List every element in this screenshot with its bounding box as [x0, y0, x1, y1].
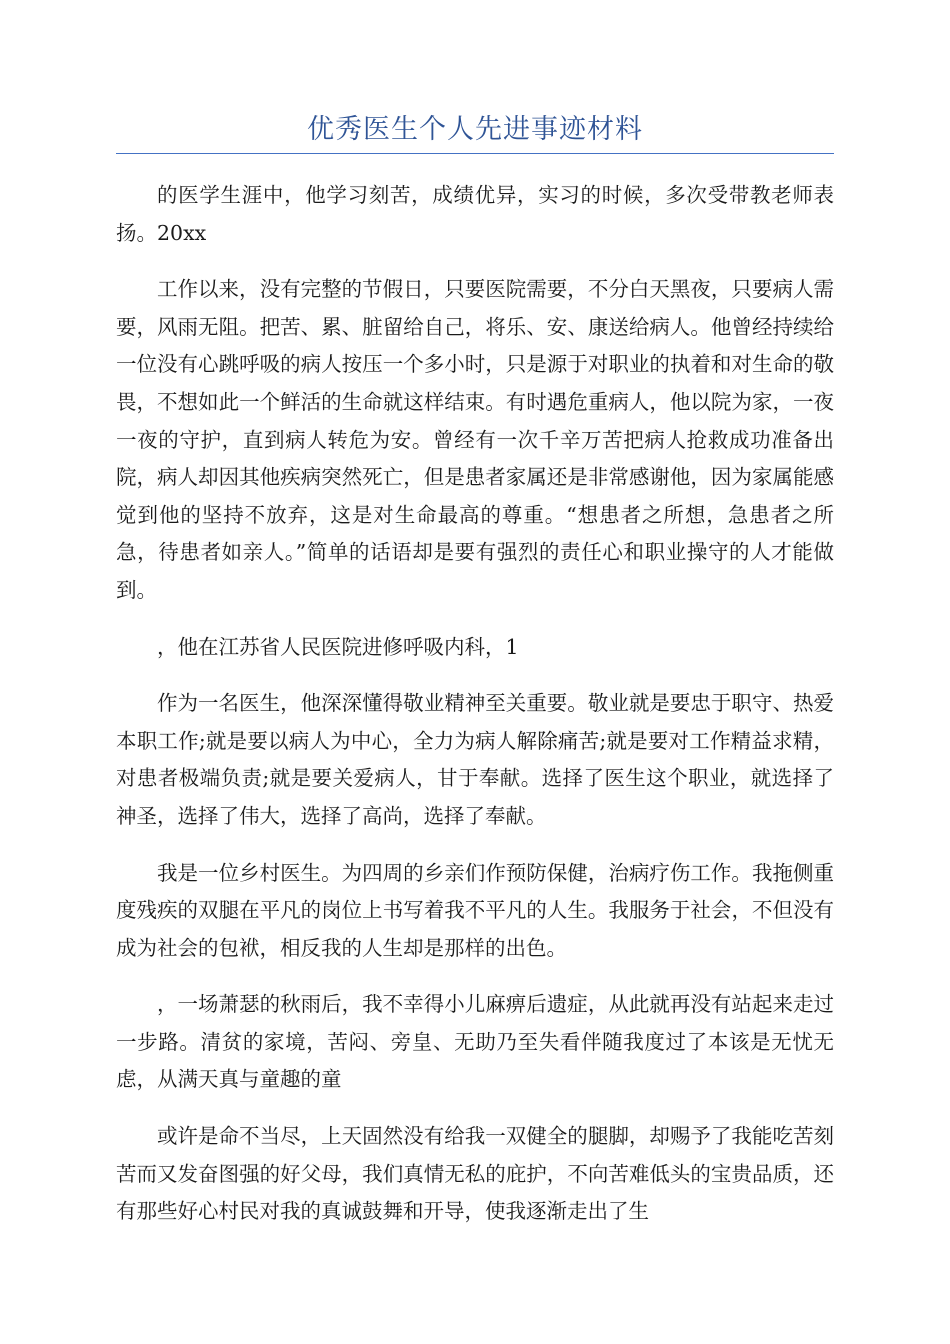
paragraph-5: 我是一位乡村医生。为四周的乡亲们作预防保健，治病疗伤工作。我拖侧重度残疾的双腿在平凡的岗位上书写着我不平凡的人生。我服务于社会，不但没有成为社会的包袱，相反我的人生却是那样的出色。	[116, 860, 834, 960]
document-title: 优秀医生个人先进事迹材料	[307, 114, 643, 145]
paragraph-6: ，一场萧瑟的秋雨后，我不幸得小儿麻痹后遗症，从此就再没有站起来走过一步路。清贫的家境，苦闷、旁皇、无助乃至失看伴随我度过了本该是无忧无虑，从满天真与童趣的童	[116, 992, 834, 1092]
paragraph-1: 的医学生涯中，他学习刻苦，成绩优异，实习的时候，多次受带教老师表扬。20xx	[116, 183, 834, 245]
paragraph-3: ，他在江苏省人民医院进修呼吸内科，1	[157, 634, 519, 659]
paragraph-7: 或许是命不当尽，上天固然没有给我一双健全的腿脚，却赐予了我能吃苦刻苦而又发奋图强的好父母，我们真情无私的庇护，不向苦难低头的宝贵品质，还有那些好心村民对我的真诚鼓舞和开导，使我逐渐走出了生	[116, 1124, 834, 1224]
paragraph-4: 作为一名医生，他深深懂得敬业精神至关重要。敬业就是要忠于职守、热爱本职工作;就是要以病人为中心，全力为病人解除痛苦;就是要对工作精益求精，对患者极端负责;就是要关爱病人，甘于奉献。选择了医生这个职业，就选择了神圣，选择了伟大，选择了高尚，选择了奉献。	[116, 691, 834, 828]
document-body	[116, 177, 834, 1250]
paragraph-2: 工作以来，没有完整的节假日，只要医院需要，不分白天黑夜，只要病人需要，风雨无阻。把苦、累、脏留给自己，将乐、安、康送给病人。他曾经持续给一位没有心跳呼吸的病人按压一个多小时，只是源于对职业的执着和对生命的敬畏，不想如此一个鲜活的生命就这样结束。有时遇危重病人，他以院为家，一夜一夜的守护，直到病人转危为安。曾经有一次千辛万苦把病人抢救成功准备出院，病人却因其他疾病突然死亡，但是患者家属还是非常感谢他，因为家属能感觉到他的坚持不放弃，这是对生命最高的尊重。“想患者之所想，急患者之所急，待患者如亲人。”简单的话语却是要有强烈的责任心和职业操守的人才能做到。	[116, 277, 834, 602]
title-underline	[116, 153, 834, 154]
